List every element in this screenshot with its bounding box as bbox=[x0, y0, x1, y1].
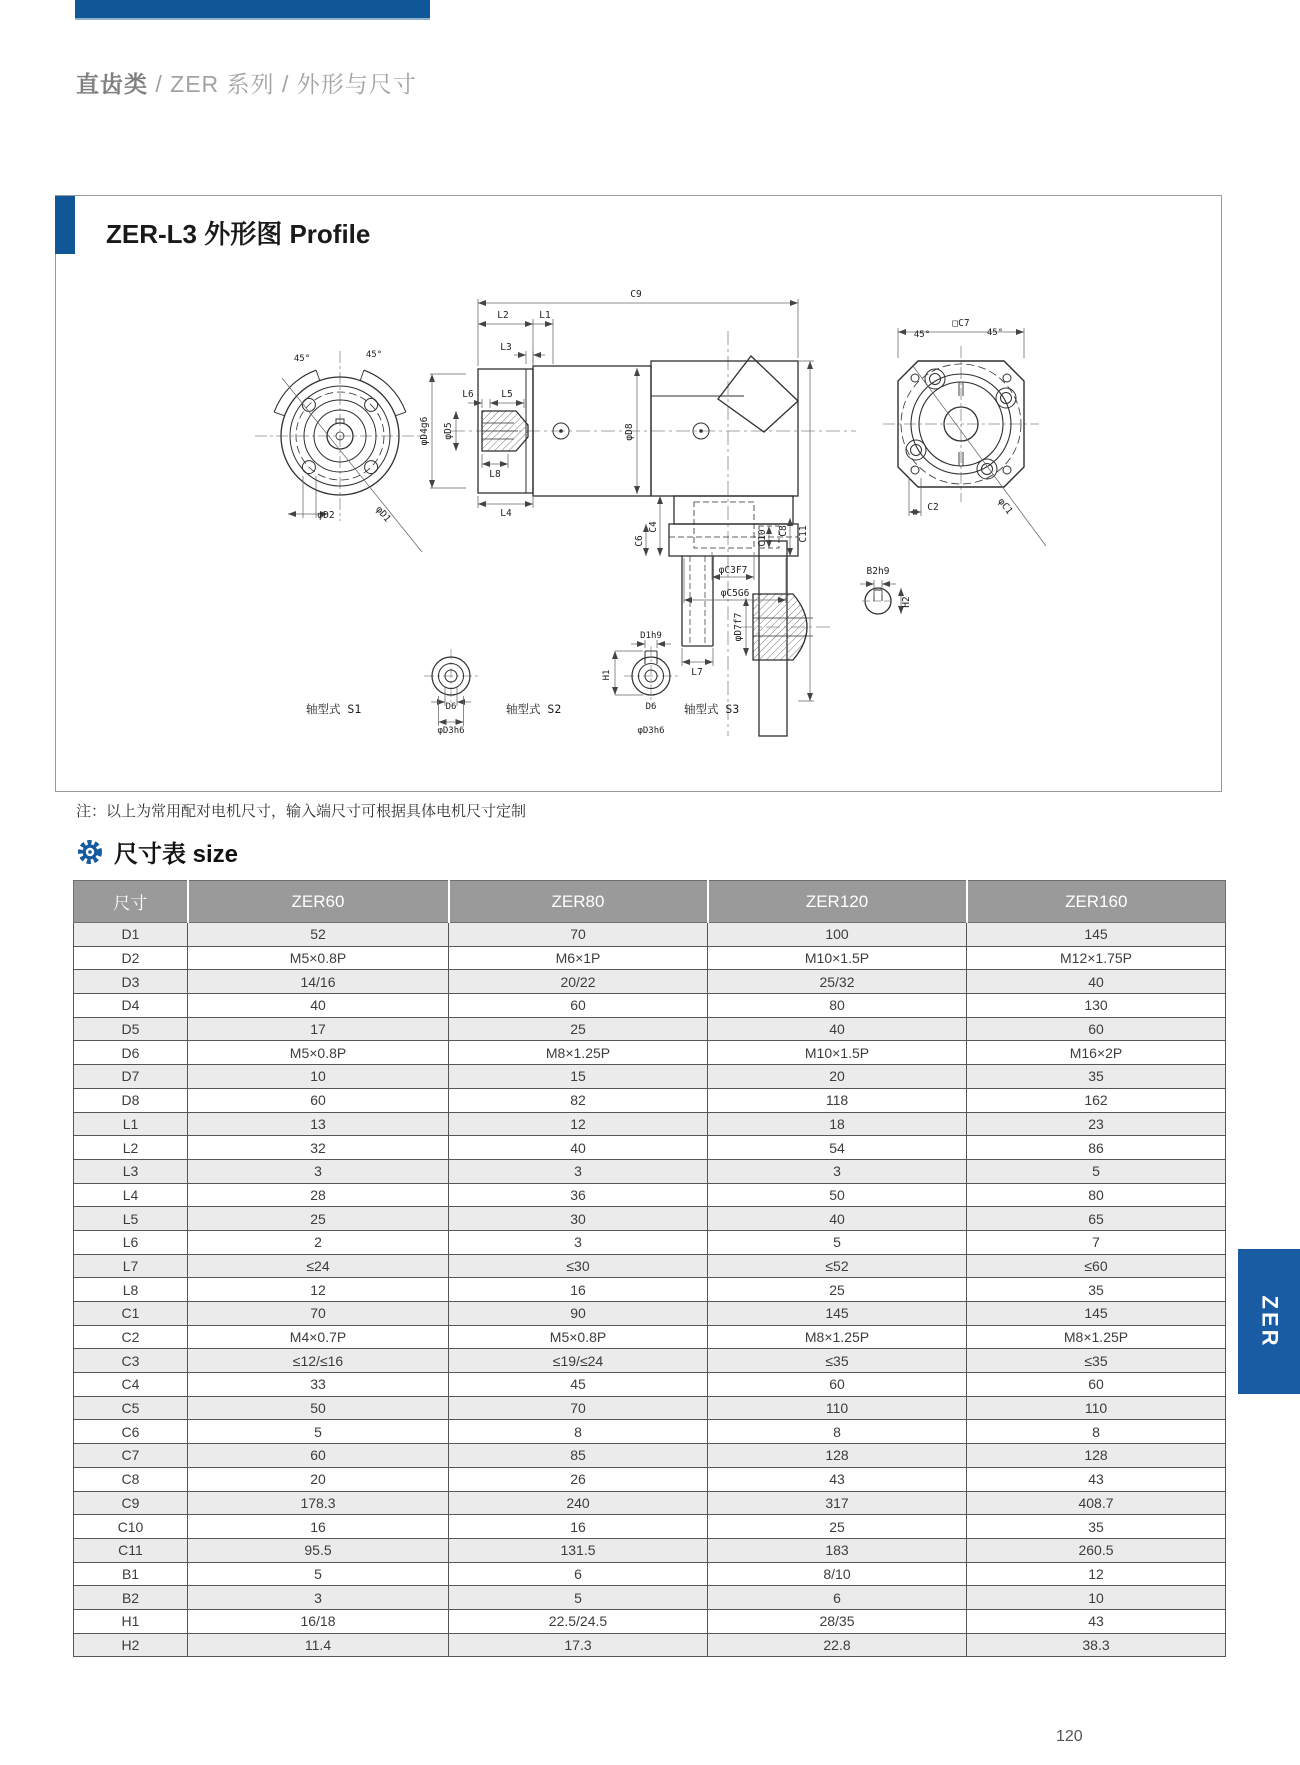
dimension-cell: C11 bbox=[74, 1538, 188, 1562]
dimension-cell: C10 bbox=[74, 1515, 188, 1539]
value-cell: 40 bbox=[967, 970, 1226, 994]
value-cell: 145 bbox=[708, 1302, 967, 1326]
top-accent-bar bbox=[75, 0, 430, 20]
value-cell: 22.8 bbox=[708, 1633, 967, 1657]
value-cell: 10 bbox=[188, 1065, 449, 1089]
size-table-title: 尺寸表 size bbox=[114, 841, 239, 868]
dimension-cell: D3 bbox=[74, 970, 188, 994]
dim-label-d1h9: D1h9 bbox=[640, 631, 662, 641]
table-row bbox=[74, 1017, 1226, 1041]
dim-label-c9: C9 bbox=[630, 289, 642, 300]
value-cell: M8×1.25P bbox=[967, 1325, 1226, 1349]
table-row bbox=[74, 1515, 1226, 1539]
dimension-cell: D2 bbox=[74, 946, 188, 970]
table-row bbox=[74, 1207, 1226, 1231]
value-cell: 5 bbox=[188, 1420, 449, 1444]
value-cell: 110 bbox=[708, 1396, 967, 1420]
dimension-cell: D6 bbox=[74, 1041, 188, 1065]
value-cell: 15 bbox=[449, 1065, 708, 1089]
column-header: 尺寸 bbox=[74, 881, 188, 923]
value-cell: 16 bbox=[449, 1278, 708, 1302]
value-cell: 23 bbox=[967, 1112, 1226, 1136]
value-cell: 18 bbox=[708, 1112, 967, 1136]
value-cell: 8 bbox=[967, 1420, 1226, 1444]
table-row bbox=[74, 1538, 1226, 1562]
breadcrumb bbox=[76, 66, 417, 99]
value-cell: 40 bbox=[188, 994, 449, 1018]
value-cell: 60 bbox=[188, 1444, 449, 1468]
dimension-cell: H2 bbox=[74, 1633, 188, 1657]
value-cell: 43 bbox=[967, 1609, 1226, 1633]
value-cell: 35 bbox=[967, 1278, 1226, 1302]
profile-drawing bbox=[56, 196, 1221, 791]
dim-label-c10: C10 bbox=[757, 529, 768, 547]
value-cell: 3 bbox=[449, 1230, 708, 1254]
value-cell: 6 bbox=[449, 1562, 708, 1586]
breadcrumb-category: 直齿类 bbox=[76, 71, 148, 97]
value-cell: 70 bbox=[449, 923, 708, 947]
dim-label-c8: C8 bbox=[778, 525, 789, 537]
dim-label-l6: L6 bbox=[462, 389, 474, 400]
value-cell: M5×0.8P bbox=[449, 1325, 708, 1349]
value-cell: 65 bbox=[967, 1207, 1226, 1231]
value-cell: 25 bbox=[708, 1515, 967, 1539]
table-row bbox=[74, 1586, 1226, 1610]
value-cell: 16 bbox=[449, 1515, 708, 1539]
dim-label-c5: φC5G6 bbox=[720, 588, 750, 599]
value-cell: 30 bbox=[449, 1207, 708, 1231]
table-row bbox=[74, 1562, 1226, 1586]
value-cell: 5 bbox=[449, 1586, 708, 1610]
value-cell: 60 bbox=[967, 1017, 1226, 1041]
dim-label-d8: φD8 bbox=[624, 423, 635, 441]
table-row bbox=[74, 1396, 1226, 1420]
dim-label-d6-s2: D6 bbox=[645, 702, 657, 712]
dim-label-b2: B2h9 bbox=[866, 566, 890, 577]
dimension-cell: L6 bbox=[74, 1230, 188, 1254]
table-row bbox=[74, 1302, 1226, 1326]
dim-label-h1: H1 bbox=[602, 669, 612, 681]
value-cell: 128 bbox=[708, 1444, 967, 1468]
dimension-cell: L1 bbox=[74, 1112, 188, 1136]
value-cell: 32 bbox=[188, 1136, 449, 1160]
dim-label-45-rear-left: 45° bbox=[913, 330, 931, 340]
dim-label-d3-s2: φD3h6 bbox=[637, 726, 665, 736]
value-cell: 33 bbox=[188, 1373, 449, 1397]
value-cell: M4×0.7P bbox=[188, 1325, 449, 1349]
value-cell: 131.5 bbox=[449, 1538, 708, 1562]
dimension-cell: C8 bbox=[74, 1467, 188, 1491]
table-row bbox=[74, 1112, 1226, 1136]
dimension-cell: C6 bbox=[74, 1420, 188, 1444]
value-cell: 60 bbox=[967, 1373, 1226, 1397]
dim-label-45-front-right: 45° bbox=[365, 350, 383, 360]
dim-label-c4: C4 bbox=[648, 521, 659, 533]
column-header: ZER60 bbox=[188, 881, 449, 923]
dimension-cell: H1 bbox=[74, 1609, 188, 1633]
size-table bbox=[73, 880, 1226, 1657]
dimension-cell: L3 bbox=[74, 1159, 188, 1183]
dimension-cell: D1 bbox=[74, 923, 188, 947]
column-header: ZER120 bbox=[708, 881, 967, 923]
value-cell: 6 bbox=[708, 1586, 967, 1610]
value-cell: 240 bbox=[449, 1491, 708, 1515]
table-row bbox=[74, 1467, 1226, 1491]
value-cell: 82 bbox=[449, 1088, 708, 1112]
dimension-cell: D8 bbox=[74, 1088, 188, 1112]
dimension-cell: L7 bbox=[74, 1254, 188, 1278]
shaft-type-labels bbox=[306, 702, 739, 716]
value-cell: 20/22 bbox=[449, 970, 708, 994]
shaft-type-s2-label: 轴型式 S2 bbox=[506, 702, 562, 716]
value-cell: 5 bbox=[967, 1159, 1226, 1183]
value-cell: 25/32 bbox=[708, 970, 967, 994]
value-cell: 3 bbox=[449, 1159, 708, 1183]
value-cell: ≤52 bbox=[708, 1254, 967, 1278]
dim-label-d6-s1: D6 bbox=[445, 702, 457, 712]
table-row bbox=[74, 1065, 1226, 1089]
value-cell: 60 bbox=[449, 994, 708, 1018]
value-cell: 11.4 bbox=[188, 1633, 449, 1657]
series-side-tab-label: ZER bbox=[1257, 1295, 1282, 1348]
dim-label-l7: L7 bbox=[691, 667, 703, 678]
size-table-head bbox=[74, 881, 1226, 923]
table-row bbox=[74, 1254, 1226, 1278]
value-cell: M6×1P bbox=[449, 946, 708, 970]
value-cell: 118 bbox=[708, 1088, 967, 1112]
value-cell: 22.5/24.5 bbox=[449, 1609, 708, 1633]
value-cell: 90 bbox=[449, 1302, 708, 1326]
dimension-cell: C7 bbox=[74, 1444, 188, 1468]
value-cell: 17.3 bbox=[449, 1633, 708, 1657]
breadcrumb-rest: / ZER 系列 / 外形与尺寸 bbox=[148, 71, 417, 97]
column-header: ZER160 bbox=[967, 881, 1226, 923]
dim-label-d4: φD4g6 bbox=[419, 416, 430, 446]
value-cell: 12 bbox=[967, 1562, 1226, 1586]
front-flange-view bbox=[255, 351, 425, 552]
table-row bbox=[74, 970, 1226, 994]
value-cell: 25 bbox=[188, 1207, 449, 1231]
value-cell: 20 bbox=[188, 1467, 449, 1491]
value-cell: 20 bbox=[708, 1065, 967, 1089]
value-cell: 17 bbox=[188, 1017, 449, 1041]
value-cell: M5×0.8P bbox=[188, 946, 449, 970]
value-cell: 28 bbox=[188, 1183, 449, 1207]
shaft-type-s1-view bbox=[424, 649, 478, 726]
value-cell: 35 bbox=[967, 1065, 1226, 1089]
dim-label-c3: φC3F7 bbox=[718, 565, 748, 576]
shaft-type-s3-label: 轴型式 S3 bbox=[684, 702, 740, 716]
dim-label-l8: L8 bbox=[489, 469, 501, 480]
value-cell: ≤60 bbox=[967, 1254, 1226, 1278]
shaft-type-s2-view bbox=[615, 640, 678, 703]
series-side-tab bbox=[1238, 1249, 1300, 1394]
value-cell: 70 bbox=[188, 1302, 449, 1326]
value-cell: M8×1.25P bbox=[708, 1325, 967, 1349]
value-cell: 162 bbox=[967, 1088, 1226, 1112]
table-row bbox=[74, 994, 1226, 1018]
value-cell: M8×1.25P bbox=[449, 1041, 708, 1065]
dim-label-d5: φD5 bbox=[443, 422, 454, 440]
value-cell: 128 bbox=[967, 1444, 1226, 1468]
value-cell: 43 bbox=[708, 1467, 967, 1491]
value-cell: M10×1.5P bbox=[708, 1041, 967, 1065]
table-row bbox=[74, 1444, 1226, 1468]
value-cell: M10×1.5P bbox=[708, 946, 967, 970]
value-cell: M5×0.8P bbox=[188, 1041, 449, 1065]
value-cell: 317 bbox=[708, 1491, 967, 1515]
dim-label-c1: φC1 bbox=[995, 496, 1015, 517]
value-cell: 3 bbox=[188, 1586, 449, 1610]
table-row bbox=[74, 1609, 1226, 1633]
dimension-cell: L5 bbox=[74, 1207, 188, 1231]
value-cell: 50 bbox=[708, 1183, 967, 1207]
dimension-cell: B2 bbox=[74, 1586, 188, 1610]
value-cell: 50 bbox=[188, 1396, 449, 1420]
value-cell: 8 bbox=[449, 1420, 708, 1444]
table-row bbox=[74, 1420, 1226, 1444]
dimension-cell: C1 bbox=[74, 1302, 188, 1326]
value-cell: 8 bbox=[708, 1420, 967, 1444]
value-cell: 95.5 bbox=[188, 1538, 449, 1562]
value-cell: 14/16 bbox=[188, 970, 449, 994]
value-cell: ≤35 bbox=[708, 1349, 967, 1373]
value-cell: ≤24 bbox=[188, 1254, 449, 1278]
dimension-cell: C2 bbox=[74, 1325, 188, 1349]
value-cell: 80 bbox=[967, 1183, 1226, 1207]
value-cell: 38.3 bbox=[967, 1633, 1226, 1657]
value-cell: 183 bbox=[708, 1538, 967, 1562]
dimension-cell: D7 bbox=[74, 1065, 188, 1089]
dim-label-45-rear-right: 45° bbox=[986, 328, 1004, 338]
value-cell: 54 bbox=[708, 1136, 967, 1160]
table-row bbox=[74, 1230, 1226, 1254]
value-cell: 8/10 bbox=[708, 1562, 967, 1586]
value-cell: 178.3 bbox=[188, 1491, 449, 1515]
dimension-cell: C9 bbox=[74, 1491, 188, 1515]
value-cell: 45 bbox=[449, 1373, 708, 1397]
value-cell: 40 bbox=[708, 1017, 967, 1041]
dim-label-c7: □C7 bbox=[952, 318, 970, 329]
value-cell: 16/18 bbox=[188, 1609, 449, 1633]
table-row bbox=[74, 1278, 1226, 1302]
profile-title: ZER-L3 外形图 Profile bbox=[106, 219, 371, 249]
gear-icon bbox=[75, 837, 105, 867]
value-cell: 52 bbox=[188, 923, 449, 947]
dim-label-l3: L3 bbox=[500, 342, 512, 353]
table-row bbox=[74, 1373, 1226, 1397]
table-row bbox=[74, 1088, 1226, 1112]
table-row bbox=[74, 1633, 1226, 1657]
shaft-type-s1-label: 轴型式 S1 bbox=[306, 702, 362, 716]
dim-label-d7: φD7f7 bbox=[733, 612, 744, 642]
table-row bbox=[74, 1136, 1226, 1160]
value-cell: M12×1.75P bbox=[967, 946, 1226, 970]
value-cell: 40 bbox=[708, 1207, 967, 1231]
table-row bbox=[74, 1041, 1226, 1065]
column-header: ZER80 bbox=[449, 881, 708, 923]
drawing-labels bbox=[294, 289, 1015, 736]
table-row bbox=[74, 1349, 1226, 1373]
value-cell: 28/35 bbox=[708, 1609, 967, 1633]
size-table-section-header bbox=[75, 834, 238, 869]
value-cell: 43 bbox=[967, 1467, 1226, 1491]
value-cell: 130 bbox=[967, 994, 1226, 1018]
value-cell: 2 bbox=[188, 1230, 449, 1254]
value-cell: 70 bbox=[449, 1396, 708, 1420]
dim-label-l5: L5 bbox=[501, 389, 513, 400]
value-cell: 25 bbox=[449, 1017, 708, 1041]
dimension-cell: L4 bbox=[74, 1183, 188, 1207]
dim-label-l2: L2 bbox=[497, 310, 509, 321]
dim-label-l4: L4 bbox=[500, 508, 512, 519]
value-cell: 110 bbox=[967, 1396, 1226, 1420]
value-cell: 145 bbox=[967, 1302, 1226, 1326]
value-cell: 12 bbox=[449, 1112, 708, 1136]
value-cell: 40 bbox=[449, 1136, 708, 1160]
value-cell: 10 bbox=[967, 1586, 1226, 1610]
value-cell: 13 bbox=[188, 1112, 449, 1136]
value-cell: 3 bbox=[188, 1159, 449, 1183]
dim-label-d3-s1: φD3h6 bbox=[437, 726, 465, 736]
value-cell: 260.5 bbox=[967, 1538, 1226, 1562]
dim-label-d1: φD1 bbox=[373, 504, 393, 525]
value-cell: ≤35 bbox=[967, 1349, 1226, 1373]
value-cell: 36 bbox=[449, 1183, 708, 1207]
value-cell: 26 bbox=[449, 1467, 708, 1491]
profile-section bbox=[55, 195, 1222, 792]
table-row bbox=[74, 923, 1226, 947]
table-row bbox=[74, 1183, 1226, 1207]
value-cell: ≤30 bbox=[449, 1254, 708, 1278]
value-cell: M16×2P bbox=[967, 1041, 1226, 1065]
table-row bbox=[74, 1325, 1226, 1349]
dimension-cell: C4 bbox=[74, 1373, 188, 1397]
dim-label-d2: φD2 bbox=[317, 510, 335, 521]
value-cell: 16 bbox=[188, 1515, 449, 1539]
value-cell: 100 bbox=[708, 923, 967, 947]
dimension-cell: D4 bbox=[74, 994, 188, 1018]
value-cell: 12 bbox=[188, 1278, 449, 1302]
value-cell: 7 bbox=[967, 1230, 1226, 1254]
value-cell: 86 bbox=[967, 1136, 1226, 1160]
dimension-cell: B1 bbox=[74, 1562, 188, 1586]
value-cell: 3 bbox=[708, 1159, 967, 1183]
dimension-cell: D5 bbox=[74, 1017, 188, 1041]
value-cell: 60 bbox=[708, 1373, 967, 1397]
table-row bbox=[74, 1159, 1226, 1183]
table-row bbox=[74, 946, 1226, 970]
dim-label-45-front-left: 45° bbox=[293, 354, 311, 364]
dimension-cell: L2 bbox=[74, 1136, 188, 1160]
page-number: 120 bbox=[1056, 1728, 1083, 1745]
dim-label-h2: H2 bbox=[901, 596, 912, 608]
value-cell: 80 bbox=[708, 994, 967, 1018]
value-cell: 35 bbox=[967, 1515, 1226, 1539]
value-cell: 5 bbox=[708, 1230, 967, 1254]
value-cell: 25 bbox=[708, 1278, 967, 1302]
table-row bbox=[74, 1491, 1226, 1515]
value-cell: 408.7 bbox=[967, 1491, 1226, 1515]
header-row bbox=[74, 881, 1226, 923]
value-cell: ≤12/≤16 bbox=[188, 1349, 449, 1373]
value-cell: 85 bbox=[449, 1444, 708, 1468]
dimension-cell: C3 bbox=[74, 1349, 188, 1373]
dimension-cell: L8 bbox=[74, 1278, 188, 1302]
value-cell: ≤19/≤24 bbox=[449, 1349, 708, 1373]
dim-label-c6: C6 bbox=[634, 535, 645, 547]
rear-flange-view bbox=[883, 328, 1046, 546]
dimension-cell: C5 bbox=[74, 1396, 188, 1420]
dim-label-c2: C2 bbox=[927, 502, 939, 513]
value-cell: 60 bbox=[188, 1088, 449, 1112]
motor-note: 注：以上为常用配对电机尺寸，输入端尺寸可根据具体电机尺寸定制 bbox=[76, 803, 527, 820]
dim-label-l1: L1 bbox=[539, 310, 551, 321]
value-cell: 5 bbox=[188, 1562, 449, 1586]
dim-label-c11: C11 bbox=[798, 525, 809, 543]
value-cell: 145 bbox=[967, 923, 1226, 947]
size-table-body bbox=[74, 923, 1226, 1657]
